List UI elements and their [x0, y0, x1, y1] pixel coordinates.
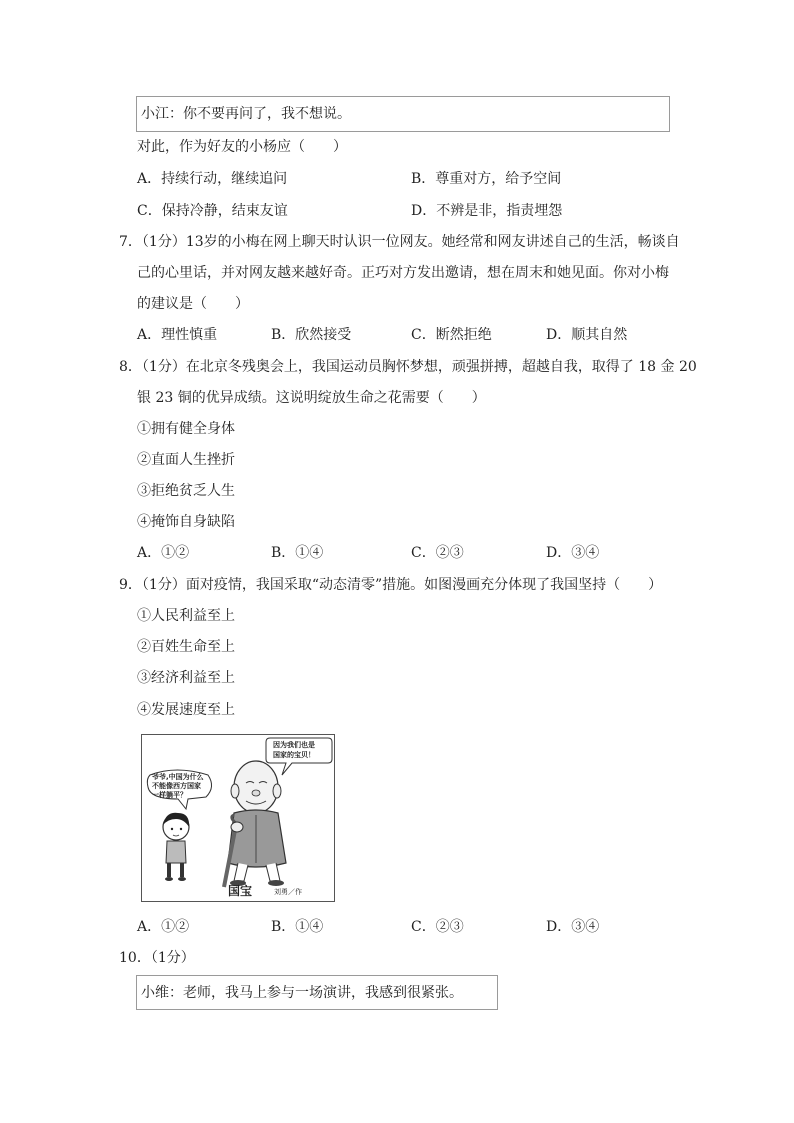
q8-item-4: ④掩饰自身缺陷: [137, 514, 235, 530]
cartoon-bubble-child-line-1: 爷爷,中国为什么: [152, 773, 204, 781]
cartoon-figure: [141, 734, 335, 902]
dialog-box-1: [136, 96, 670, 132]
cartoon-caption: 国宝: [228, 884, 253, 898]
q8-item-2: ②直面人生挫折: [137, 452, 235, 468]
q8-item-3: ③拒绝贫乏人生: [137, 483, 235, 499]
q9-option-c: C．②③: [411, 919, 464, 935]
q9-option-b: B．①④: [271, 919, 324, 935]
q7-option-a: A．理性慎重: [137, 327, 218, 343]
q7-stem-line-2: 己的心里话，并对网友越来越好奇。正巧对方发出邀请，想在周末和她见面。你对小梅: [137, 265, 669, 281]
cartoon-bubble-child-line-3: 一样躺平？: [152, 791, 187, 799]
q9-option-a: A．①②: [137, 919, 190, 935]
q7-option-b: B．欣然接受: [271, 327, 352, 343]
cartoon-bubble-child-line-2: 不能像西方国家: [152, 782, 201, 790]
q6-option-d: D．不辨是非，指责埋怨: [411, 203, 563, 219]
q7-stem-line-3: 的建议是（ ）: [137, 296, 249, 312]
q10-stem-line-1: 10．（1分）: [119, 950, 195, 966]
q7-option-c: C．断然拒绝: [411, 327, 492, 343]
q6-option-b: B．尊重对方，给予空间: [411, 171, 562, 187]
q9-option-d: D．③④: [546, 919, 600, 935]
q8-option-b: B．①④: [271, 545, 324, 561]
cartoon-bubble-elder-line-2: 国家的宝贝！: [273, 751, 315, 759]
q8-stem-line-2: 银 23 铜的优异成绩。这说明绽放生命之花需要（ ）: [137, 390, 486, 406]
q9-item-1: ①人民利益至上: [137, 608, 235, 624]
q8-item-1: ①拥有健全身体: [137, 421, 235, 437]
q6-stem: 对此，作为好友的小杨应（ ）: [137, 139, 347, 155]
q8-option-a: A．①②: [137, 545, 190, 561]
q9-item-3: ③经济利益至上: [137, 670, 235, 686]
q6-option-c: C．保持冷静，结束友谊: [137, 203, 288, 219]
dialog-box-2: [136, 975, 498, 1010]
q8-option-c: C．②③: [411, 545, 464, 561]
q7-option-d: D．顺其自然: [546, 327, 628, 343]
q8-stem-line-1: 8．（1分）在北京冬残奥会上，我国运动员胸怀梦想，顽强拼搏，超越自我，取得了 18 金 20: [119, 359, 697, 375]
q6-option-a: A．持续行动，继续追问: [137, 171, 288, 187]
q8-option-d: D．③④: [546, 545, 600, 561]
q9-stem-line-1: 9．（1分）面对疫情，我国采取“动态清零”措施。如图漫画充分体现了我国坚持（ ）: [119, 577, 663, 593]
q9-item-4: ④发展速度至上: [137, 702, 235, 718]
cartoon-bubble-elder-line-1: 因为我们也是: [273, 741, 315, 749]
dialog-text-1: 小江：你不要再问了，我不想说。: [141, 106, 351, 122]
q7-stem-line-1: 7．（1分）13岁的小梅在网上聊天时认识一位网友。她经常和网友讲述自己的生活，畅谈自: [119, 234, 680, 250]
cartoon-credit: 刘勇／作: [274, 888, 302, 896]
q9-item-2: ②百姓生命至上: [137, 639, 235, 655]
dialog-text-2: 小维：老师，我马上参与一场演讲，我感到很紧张。: [141, 985, 463, 1001]
